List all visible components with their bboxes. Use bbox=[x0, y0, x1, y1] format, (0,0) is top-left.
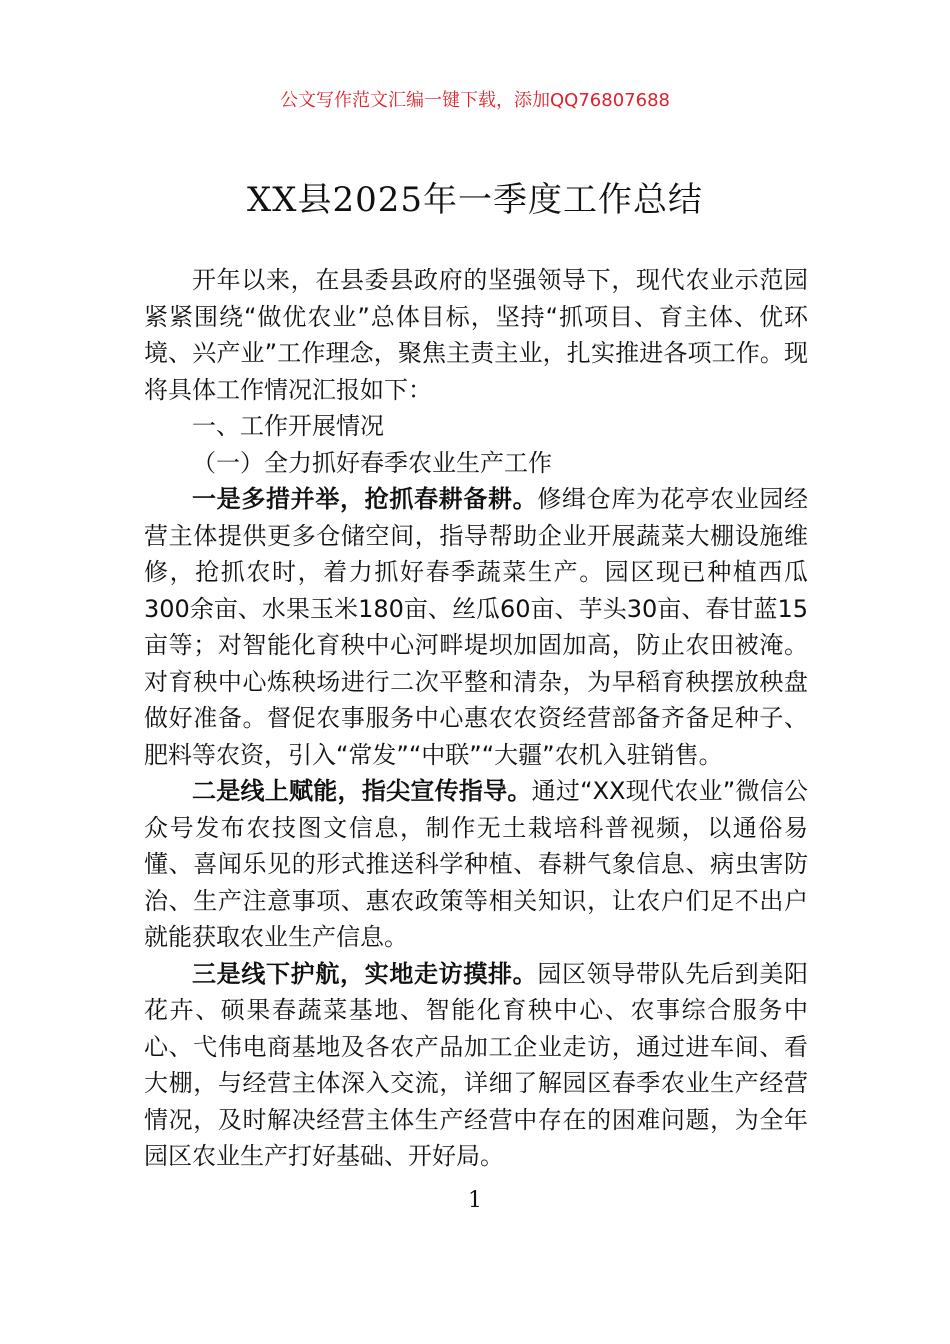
section-heading: 一、工作开展情况 bbox=[192, 412, 384, 440]
paragraph-2 bbox=[144, 773, 808, 956]
page-number: 1 bbox=[468, 1188, 482, 1213]
paragraph-3-text: 园区领导带队先后到美阳花卉、硕果春蔬菜基地、智能化育秧中心、农事综合服务中心、弋伟电商基地及各农产品加工企业走访，通过进车间、看大棚，与经营主体深入交流，详细了解园区春季农业生产经营情况，及时解决经营主体生产经营中存在的困难问题，为全年园区农业生产打好基础、开好局。 bbox=[144, 959, 809, 1170]
paragraph-1 bbox=[144, 481, 808, 773]
document-body bbox=[144, 262, 808, 1175]
paragraph-3-lead: 三是线下护航，实地走访摸排。 bbox=[192, 959, 538, 988]
subsection-heading: （一）全力抓好春季农业生产工作 bbox=[192, 448, 552, 477]
watermark-text[interactable]: 公文写作范文汇编一键下载，添加QQ76807688 bbox=[280, 90, 670, 111]
page-title: XX县2025年一季度工作总结 bbox=[247, 180, 703, 220]
paragraph-2-lead: 二是线上赋能，指尖宣传指导。 bbox=[192, 777, 532, 805]
paragraph-2-text: 通过“XX现代农业”微信公众号发布农技图文信息，制作无土栽培科普视频，以通俗易懂、喜闻乐见的形式推送科学种植、春耕气象信息、病虫害防治、生产注意事项、惠农政策等相关知识，让农户们足不出户就能获取农业生产信息。 bbox=[144, 777, 809, 951]
intro-paragraph: 开年以来，在县委县政府的坚强领导下，现代农业示范园紧紧围绕“做优农业”总体目标，坚持“抓项目、育主体、优环境、兴产业”工作理念，聚焦主责主业，扎实推进各项工作。现将具体工作情况汇报如下： bbox=[144, 266, 808, 404]
paragraph-3 bbox=[144, 956, 808, 1175]
paragraph-1-text: 修缉仓库为花亭农业园经营主体提供更多仓储空间，指导帮助企业开展蔬菜大棚设施维修，抢抓农时，着力抓好春季蔬菜生产。园区现已种植西瓜300余亩、水果玉米180亩、丝瓜60亩、芋头30亩、春甘蓝15亩等；对智能化育秧中心河畔堤坝加固加高，防止农田被淹。对育秧中心炼秧场进行二次平整和清杂，为早稻育秧摆放秧盘做好准备。督促农事服务中心惠农农资经营部备齐备足种子、肥料等农资，引入“常发”“中联”“大疆”农机入驻销售。 bbox=[144, 485, 809, 769]
paragraph-1-lead: 一是多措并举，抢抓春耕备耕。 bbox=[192, 485, 538, 513]
